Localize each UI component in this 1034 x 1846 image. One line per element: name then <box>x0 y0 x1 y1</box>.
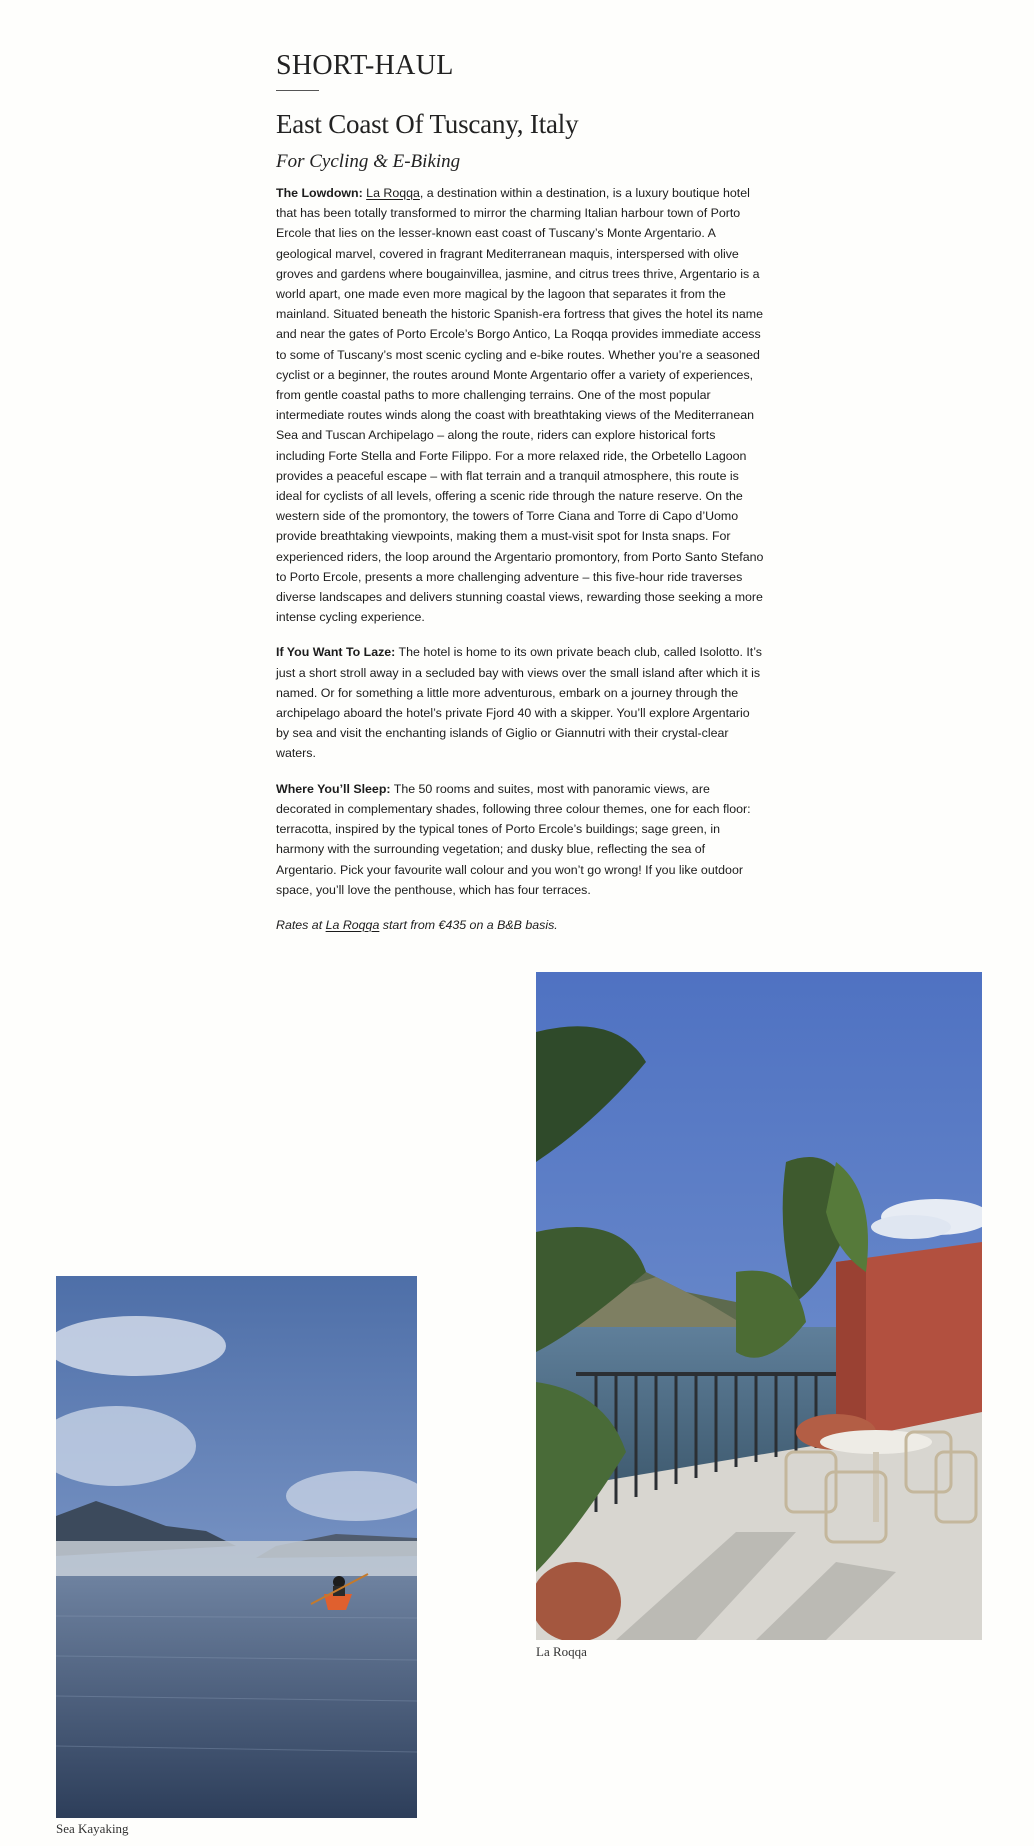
kayak-image <box>56 1276 417 1818</box>
laze-text: The hotel is home to its own private beach club, called Isolotto. It’s just a short stroll away in a secluded bay with views over the small island after which it is named. Or for something a little more adventurous, embark on a journey through the archipelago aboard the hotel’s private Fjord 40 with a skipper. You’ll explore Argentario by sea and visit the enchanting islands of Giglio or Giannutri with their crystal-clear waters. <box>276 645 762 761</box>
paragraph-sleep <box>276 779 766 900</box>
terrace-photo <box>536 972 982 1640</box>
article-title: East Coast Of Tuscany, Italy <box>276 109 579 139</box>
rates-la-roqqa-link[interactable]: La Roqqa <box>325 917 380 932</box>
kayak-photo <box>56 1276 417 1818</box>
terrace-caption: La Roqqa <box>536 1644 587 1659</box>
laze-label: If You Want To Laze: <box>276 645 396 660</box>
paragraph-rates <box>276 915 766 935</box>
rates-prefix: Rates at <box>276 917 326 932</box>
lowdown-text: , a destination within a destination, is a luxury boutique hotel that has been totally transformed to mirror the charming Italian harbour town of Porto Ercole that lies on the lesser-known east coast of Tuscany’s Monte Argentario. A geological marvel, covered in fragrant Mediterranean maquis, interspersed with olive groves and gardens where bougainvillea, jasmine, and citrus trees thrive, Argentario is a world apart, one made even more magical by the lagoon that separates it from the mainland. Situated beneath the historic Spanish-era fortress that gives the hotel its name and near the gates of Porto Ercole’s Borgo Antico, La Roqqa provides immediate access to some of Tuscany’s most scenic cycling and e-bike routes. Whether you’re a seasoned cyclist or a beginner, the routes around Monte Argentario offer a variety of experiences, from gentle coastal paths to more challenging terrains. One of the most popular intermediate routes winds along the coast with breathtaking views of the Mediterranean Sea and Tuscan Archipelago – along the route, riders can explore historical forts including Forte Stella and Forte Filippo. For a more relaxed ride, the Orbetello Lagoon provides a peaceful escape – with flat terrain and a tranquil atmosphere, this route is ideal for cyclists of all levels, offering a scenic ride through the nature reserve. On the western side of the promontory, the towers of Torre Ciana and Torre di Capo d’Uomo provide breathtaking viewpoints, making them a must-visit spot for Insta snaps. For experienced riders, the loop around the Argentario promontory, from Porto Santo Stefano to Porto Ercole, presents a more challenging adventure – this five-hour ride traverses diverse landscapes and delivers stunning coastal views, rewarding those seeking a more intense cycling experience. <box>276 186 764 625</box>
paragraph-lowdown <box>276 183 766 627</box>
section-label: SHORT-HAUL <box>276 50 454 81</box>
la-roqqa-link[interactable]: La Roqqa <box>366 186 420 200</box>
rates-suffix: start from €435 on a B&B basis. <box>379 917 558 932</box>
section-divider <box>276 90 319 91</box>
lowdown-label: The Lowdown: <box>276 186 363 200</box>
sleep-label: Where You’ll Sleep: <box>276 781 391 796</box>
article-subtitle: For Cycling & E-Biking <box>276 151 461 172</box>
article-body <box>276 48 766 950</box>
sleep-text: The 50 rooms and suites, most with panoramic views, are decorated in complementary shades, following three colour themes, one for each floor: terracotta, inspired by the typical tones of Porto Ercole’s buildings; sage green, in harmony with the surrounding vegetation; and dusky blue, reflecting the sea of Argentario. Pick your favourite wall colour and you won’t go wrong! If you like outdoor space, you’ll love the penthouse, which has four terraces. <box>276 781 751 897</box>
terrace-image <box>536 972 982 1640</box>
paragraph-laze <box>276 642 766 763</box>
kayak-caption: Sea Kayaking <box>56 1821 129 1836</box>
